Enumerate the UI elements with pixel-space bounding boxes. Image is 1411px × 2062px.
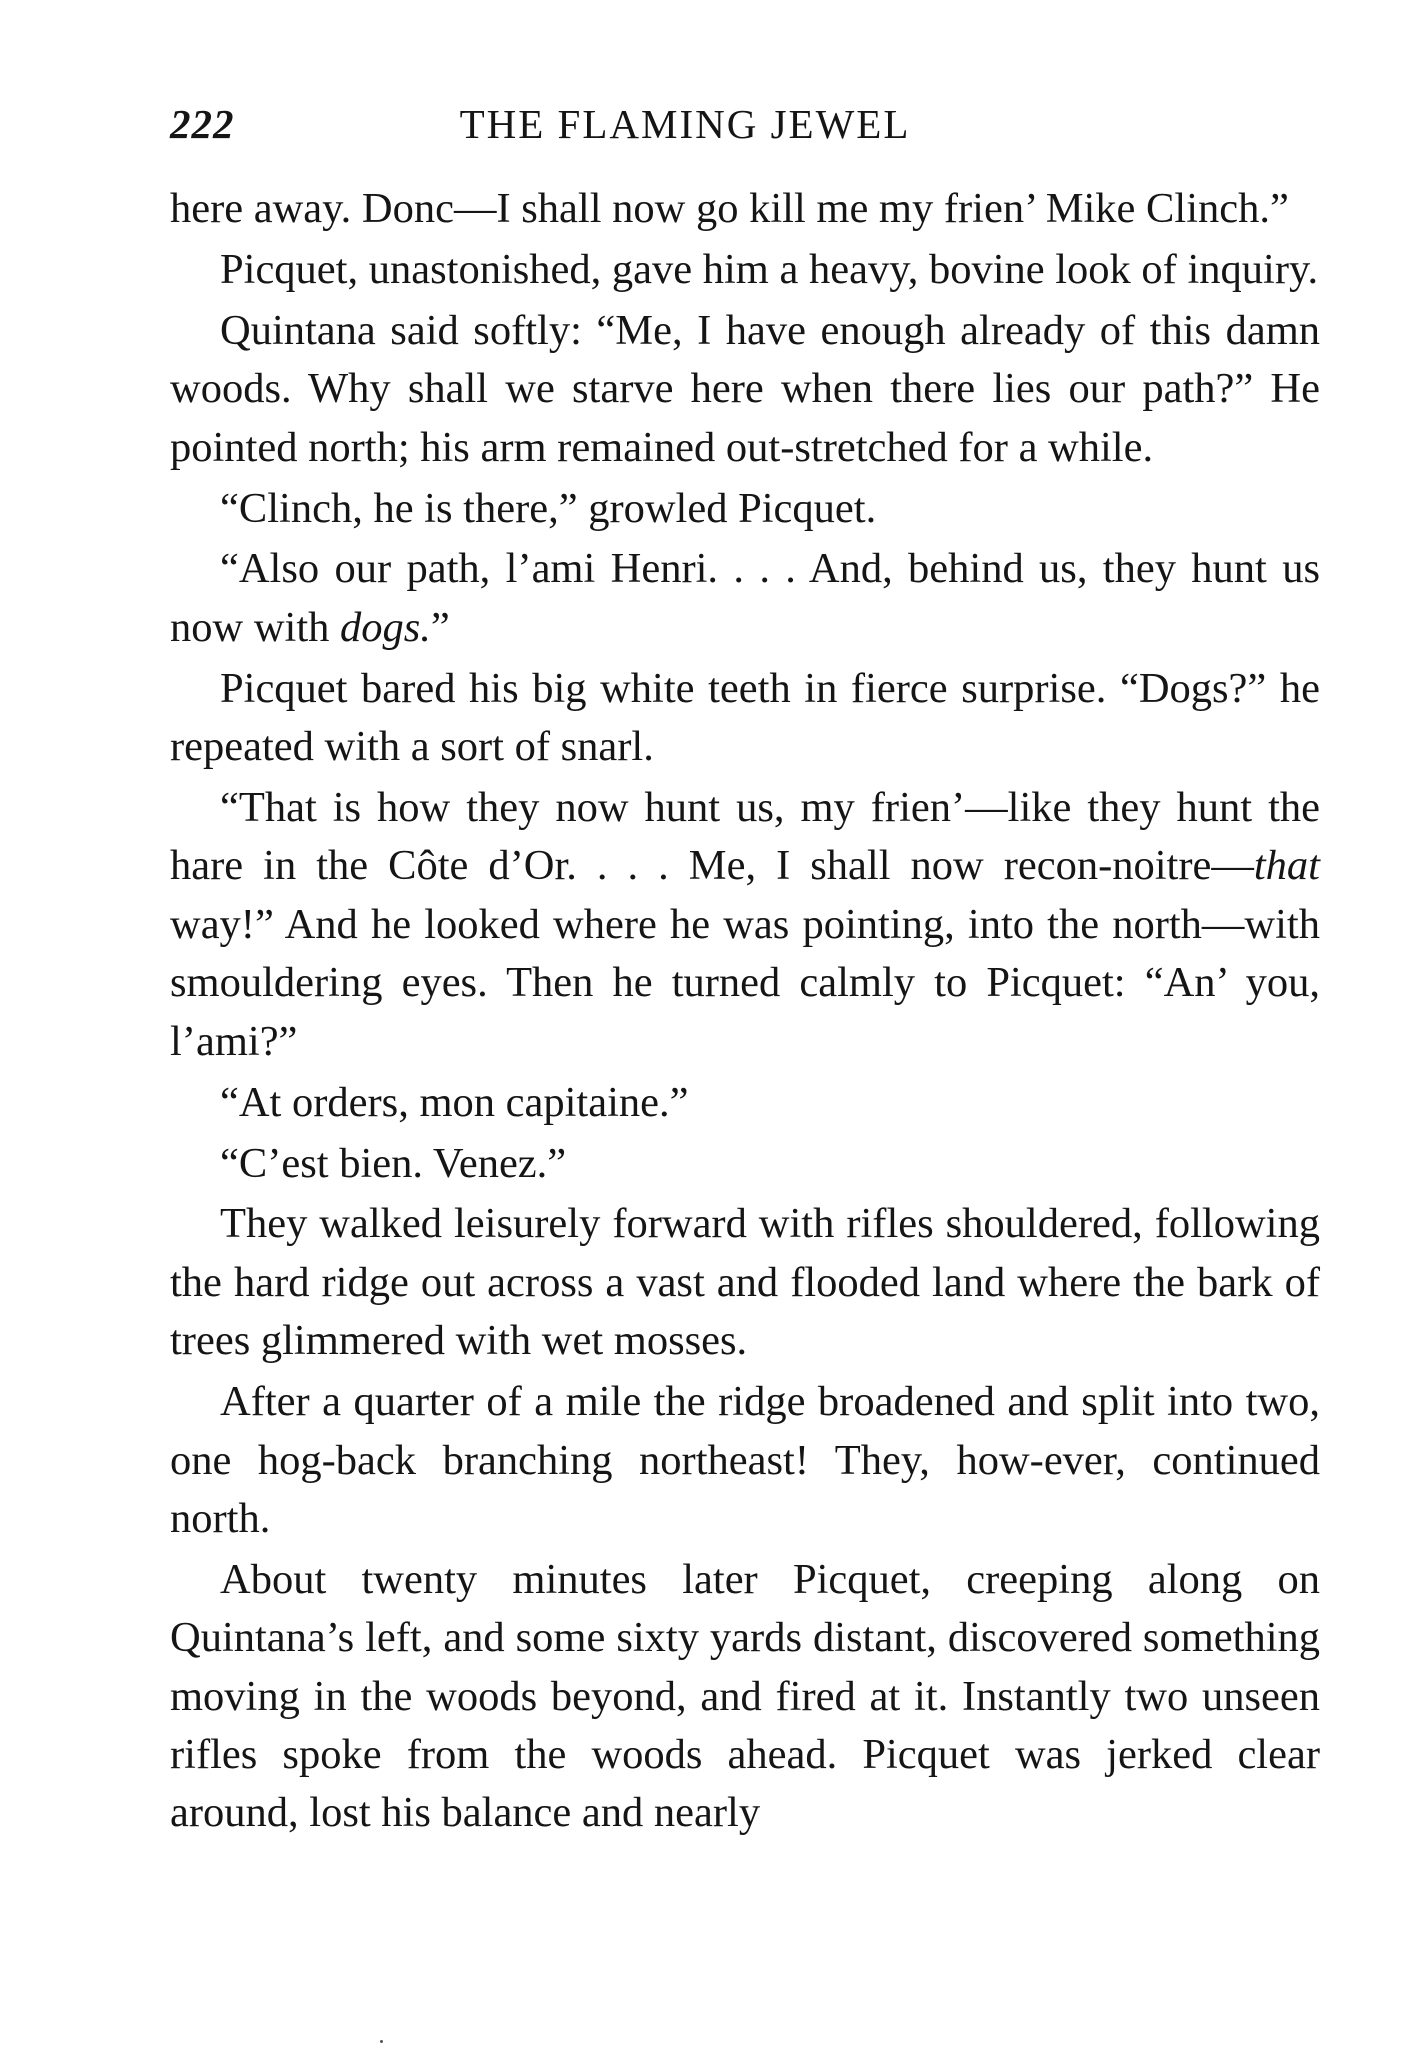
- paragraph: Picquet bared his big white teeth in fierce surprise. “Dogs?” he repeated with a sort of snarl.: [170, 664, 1320, 771]
- body-text: [170, 180, 1320, 1845]
- page-number: 222: [170, 101, 235, 147]
- paragraph: here away. Donc—I shall now go kill me my frien’ Mike Clinch.”: [170, 185, 1289, 232]
- paragraph: “Also our path, l’ami Henri. . . . And, behind us, they hunt us now with dogs.”: [170, 545, 1320, 651]
- running-title: THE FLAMING JEWEL: [459, 101, 911, 147]
- paragraph: They walked leisurely forward with rifles shouldered, following the hard ridge out across a vast and flooded land where the bark of trees glimmered with wet mosses.: [170, 1200, 1320, 1365]
- paragraph: Quintana said softly: “Me, I have enough already of this damn woods. Why shall we starve here when there lies our path?” He pointed north; his arm remained out-stretched for a while.: [170, 306, 1320, 471]
- paragraph: About twenty minutes later Picquet, creeping along on Quintana’s left, and some sixty yards distant, discovered something moving in the woods beyond, and fired at it. Instantly two unseen rifles spoke from the woods ahead. Picquet was jerked clear around, lost his balance and nearly: [170, 1555, 1320, 1837]
- paragraph: “That is how they now hunt us, my frien’—like they hunt the hare in the Côte d’Or. . . . Me, I shall now recon-noitre—that way!” And he looked where he was pointing, into the north—with smouldering eyes. Then he turned calmly to Picquet: “An’ you, l’ami?”: [170, 784, 1320, 1065]
- print-speck: [380, 2040, 383, 2043]
- page-header: [170, 100, 1320, 156]
- paragraph: “Clinch, he is there,” growled Picquet.: [220, 484, 877, 532]
- paragraph: “C’est bien. Venez.”: [220, 1139, 567, 1187]
- paragraph: After a quarter of a mile the ridge broadened and split into two, one hog-back branching northeast! They, how-ever, continued north.: [170, 1378, 1320, 1542]
- paragraph: “At orders, mon capitaine.”: [220, 1078, 689, 1126]
- paragraph: Picquet, unastonished, gave him a heavy, bovine look of inquiry.: [220, 245, 1319, 293]
